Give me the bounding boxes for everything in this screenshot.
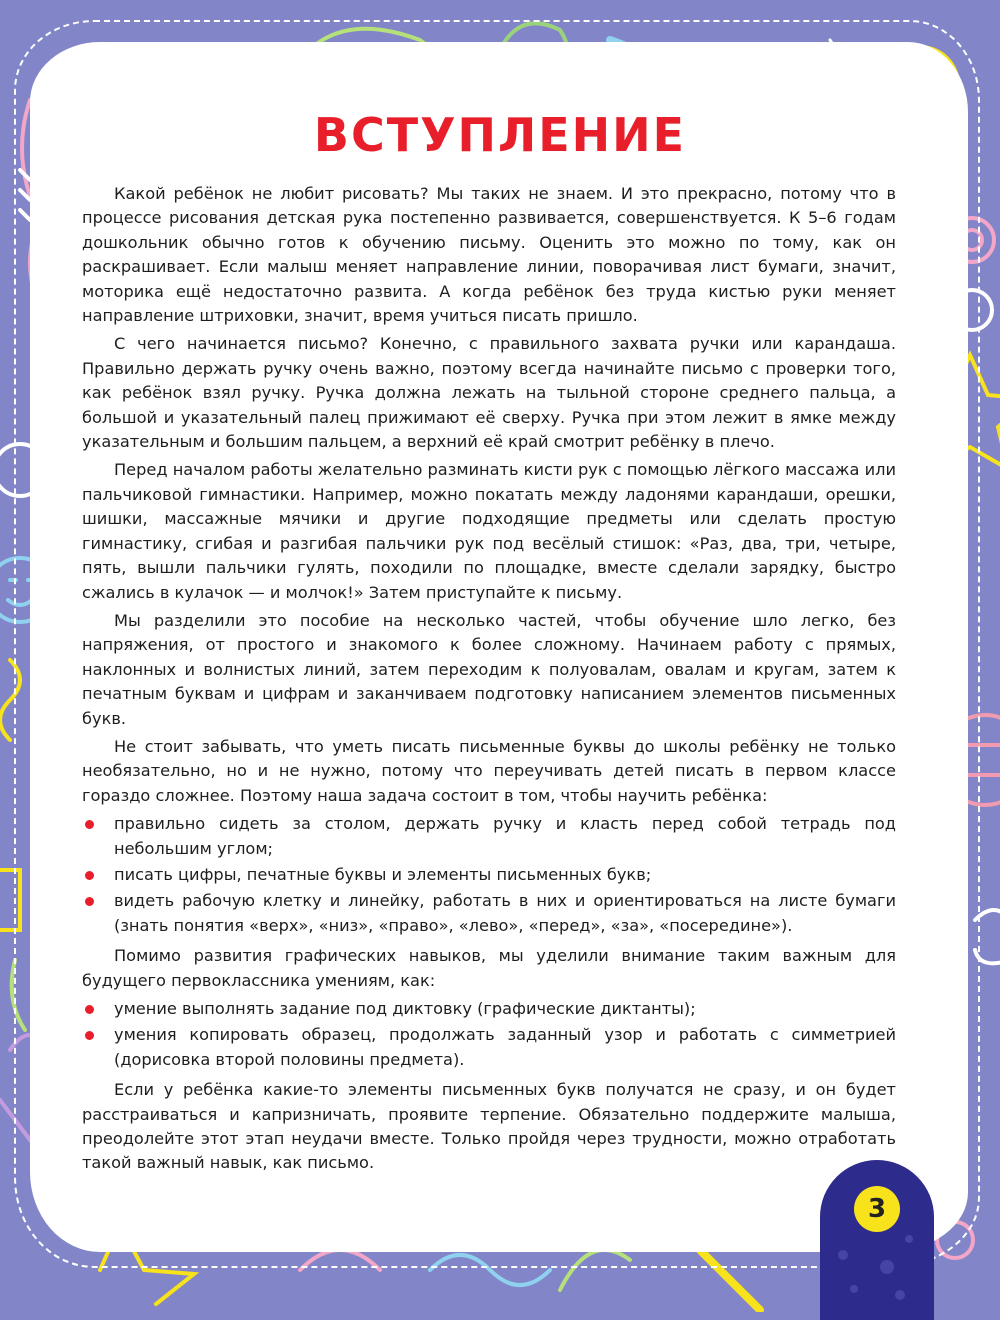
decor-dot — [850, 1285, 858, 1293]
list-item-text: умение выполнять задание под диктовку (графические диктанты); — [114, 999, 696, 1018]
bullet-icon — [85, 820, 94, 829]
paragraph: Перед началом работы желательно разминать кисти рук с помощью лёгкого массажа или пальчиковой гимнастики. Например, можно покатать между ладонями карандаши, орешки, шишки, массажные мячики и другие подходящие предметы или сделать простую гимнастику, сгибая и разгибая пальчики рук под весёлый стишок: «Раз, два, три, четыре, пять, вышли пальчики гулять, походили по площадке, вместе сделали зарядку, быстро сжались в кулачок — и молчок!» Затем приступайте к письму. — [82, 460, 896, 602]
paragraph: С чего начинается письмо? Конечно, с правильного захвата ручки или карандаша. Правильно держать ручку очень важно, поэтому всегда начинайте письмо с проверки того, как ребёнок взял ручку. Ручка должна лежать на тыльной стороне среднего пальца, а большой и указательный палец прижимают её сверху. Ручка при этом лежит в ямке между указательным и большим пальцем, а верхний её край смотрит ребёнку в плечо. — [82, 334, 896, 452]
list-item — [114, 997, 896, 1021]
paragraph: Какой ребёнок не любит рисовать? Мы таких не знаем. И это прекрасно, потому что в процессе рисования детская рука постепенно развивается, совершенствуется. К 5–6 годам дошкольник обычно готов к обучению письму. Оценить это можно по тому, как он раскрашивает. Если малыш меняет направление линии, поворачивая лист бумаги, значит, моторика ещё недостаточно развита. А когда ребёнок без труда кистью руки меняет направление штриховки, значит, время учиться писать пришло. — [82, 184, 896, 326]
paragraph: Если у ребёнка какие-то элементы письменных букв получатся не сразу, и он будет расстраиваться и капризничать, проявите терпение. Обязательно поддержите малыша, преодолейте этот этап неудачи вместе. Только пройдя через трудности, можно отработать такой важный навык, как письмо. — [82, 1080, 896, 1173]
decor-dot — [838, 1250, 848, 1260]
list-item — [114, 812, 896, 861]
page-tab — [820, 1160, 934, 1320]
abilities-list — [82, 997, 896, 1072]
paragraph: Не стоит забывать, что уметь писать письменные буквы до школы ребёнку не только необязательно, но и не нужно, потому что переучивать детей писать в первом классе гораздо сложнее. Поэтому наша задача состоит в том, чтобы научить ребёнка: — [82, 736, 896, 805]
list-item — [114, 889, 896, 938]
list-item-text: видеть рабочую клетку и линейку, работать в них и ориентироваться на листе бумаги (знать понятия «верх», «низ», «право», «лево», «перед», «за», «посередине»). — [114, 891, 896, 935]
bullet-icon — [85, 1031, 94, 1040]
skills-list — [82, 812, 896, 938]
intro-text — [82, 182, 896, 1180]
decor-dot — [880, 1260, 894, 1274]
list-item-text: правильно сидеть за столом, держать ручку и класть перед собой тетрадь под небольшим углом; — [114, 814, 896, 858]
paragraph: Помимо развития графических навыков, мы уделили внимание таким важным для будущего первоклассника умениям, как: — [82, 946, 896, 990]
decor-dot — [905, 1235, 913, 1243]
bullet-icon — [85, 1005, 94, 1014]
page-title: ВСТУПЛЕНИЕ — [313, 108, 687, 162]
bullet-icon — [85, 897, 94, 906]
bullet-icon — [85, 871, 94, 880]
page-number-badge: 3 — [854, 1186, 900, 1232]
list-item-text: умения копировать образец, продолжать заданный узор и работать с симметрией (дорисовка второй половины предмета). — [114, 1025, 896, 1069]
list-item-text: писать цифры, печатные буквы и элементы письменных букв; — [114, 864, 652, 884]
paragraph: Мы разделили это пособие на несколько частей, чтобы обучение шло легко, без напряжения, от простого и знакомого к более сложному. Начинаем работу с прямых, наклонных и волнистых линий, затем переходим к полуовалам, овалам и кругам, затем к печатным буквам и цифрам и заканчиваем подготовку написанием элементов письменных букв. — [82, 610, 896, 728]
list-item — [114, 1023, 896, 1072]
list-item — [114, 863, 896, 887]
decor-dot — [895, 1290, 905, 1300]
